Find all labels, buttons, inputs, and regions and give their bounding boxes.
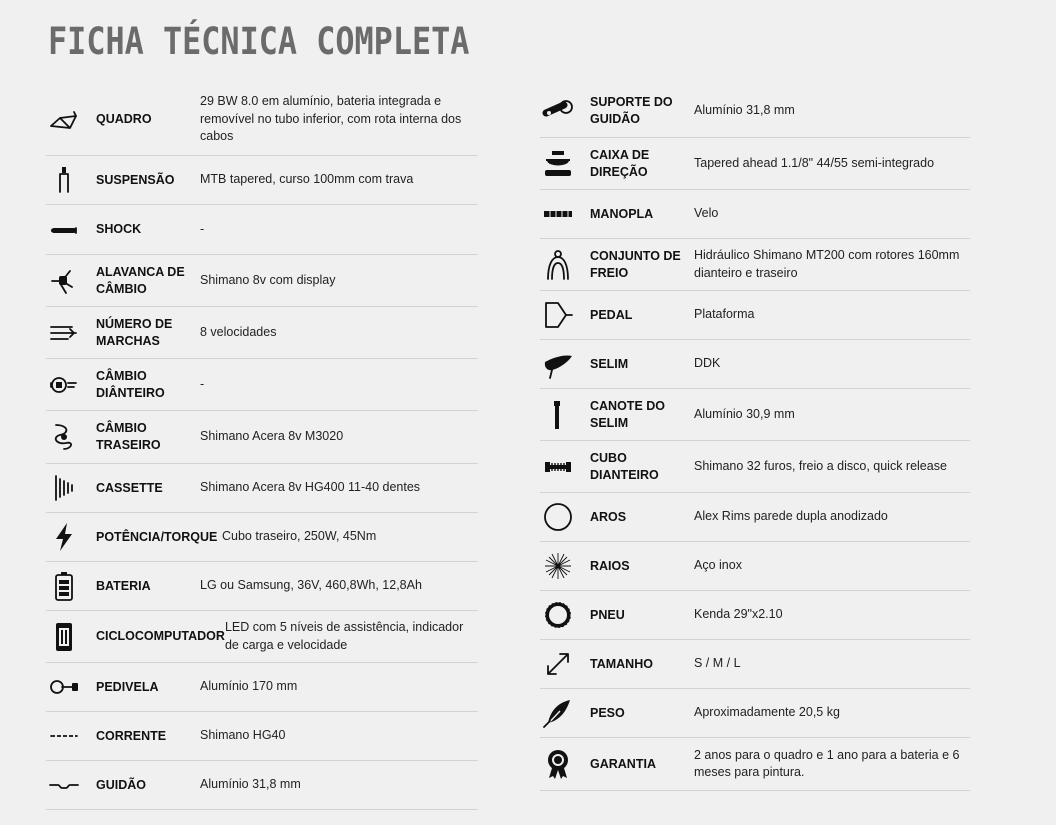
- spec-label: CICLOCOMPUTADOR: [96, 629, 225, 643]
- spec-row-corrente: [46, 712, 478, 761]
- spec-label: PESO: [590, 705, 625, 720]
- spec-value: Alumínio 31,8 mm: [694, 102, 795, 117]
- spec-value: LG ou Samsung, 36V, 460,8Wh, 12,8Ah: [200, 578, 422, 593]
- pedal-icon: [540, 297, 576, 333]
- spec-row-potencia: [46, 513, 478, 562]
- spec-label: CUBO DIANTEIRO: [590, 450, 659, 482]
- spec-label: ALAVANCA DE CÂMBIO: [96, 264, 185, 296]
- crank-icon: [46, 669, 82, 705]
- spec-value: LED com 5 níveis de assistência, indicador de carga e velocidade: [224, 620, 464, 652]
- spec-label: TAMANHO: [590, 656, 653, 671]
- spec-row-cambio-traseiro: [46, 411, 478, 464]
- spec-row-ciclocomputador: [46, 611, 478, 663]
- battery-icon: [46, 568, 82, 604]
- spec-row-suporte: [540, 84, 970, 138]
- spec-label: QUADRO: [96, 112, 152, 126]
- spec-row-pedivela: [46, 663, 478, 712]
- spec-label: SUSPENSÃO: [96, 172, 175, 187]
- spec-row-pedal: [540, 291, 970, 340]
- feather-icon: [540, 695, 576, 731]
- spec-label: CAIXA DE DIREÇÃO: [590, 147, 650, 179]
- tire-icon: [540, 597, 576, 633]
- spec-label: PEDIVELA: [96, 679, 159, 694]
- headset-icon: [540, 146, 576, 182]
- spec-label: SUPORTE DO GUIDÃO: [590, 94, 673, 126]
- spec-row-guidao: [46, 761, 478, 810]
- spec-value: Alumínio 31,8 mm: [200, 777, 301, 792]
- warranty-badge-icon: [540, 746, 576, 782]
- spec-column-left: [46, 84, 478, 810]
- spec-row-freio: [540, 239, 970, 291]
- spec-row-cubo: [540, 441, 970, 493]
- page-title: FICHA TÉCNICA COMPLETA: [48, 20, 470, 63]
- spec-value: S / M / L: [694, 656, 741, 671]
- spec-value: Cubo traseiro, 250W, 45Nm: [222, 529, 377, 544]
- spec-value: 8 velocidades: [200, 324, 277, 339]
- spec-value: -: [200, 376, 205, 391]
- spec-label: MANOPLA: [590, 206, 654, 221]
- frame-icon: [46, 102, 82, 138]
- display-icon: [46, 619, 82, 655]
- shock-icon: [46, 212, 82, 248]
- spec-label: AROS: [590, 509, 627, 524]
- hub-icon: [540, 449, 576, 485]
- spec-row-garantia: [540, 738, 970, 791]
- spec-value: Hidráulico Shimano MT200 com rotores 160mm dianteiro e traseiro: [694, 248, 960, 280]
- spec-value: -: [200, 221, 205, 236]
- spec-label: SELIM: [590, 356, 629, 371]
- spec-label: POTÊNCIA/TORQUE: [96, 529, 218, 544]
- spec-row-marchas: [46, 307, 478, 359]
- spec-label: SHOCK: [96, 222, 142, 236]
- brake-icon: [540, 247, 576, 283]
- spec-row-cassette: [46, 464, 478, 513]
- spec-value: Tapered ahead 1.1/8" 44/55 semi-integrado: [694, 155, 935, 170]
- resize-icon: [540, 646, 576, 682]
- chain-icon: [46, 718, 82, 754]
- spec-label: NÚMERO DE MARCHAS: [96, 316, 173, 348]
- spec-row-manopla: [540, 190, 970, 239]
- spec-row-raios: [540, 542, 970, 591]
- shifter-icon: [46, 263, 82, 299]
- spec-label: BATERIA: [96, 578, 151, 593]
- cassette-icon: [46, 470, 82, 506]
- spec-label: CÂMBIO DIÂNTEIRO: [96, 368, 165, 400]
- spec-value: Alumínio 30,9 mm: [694, 406, 795, 421]
- spec-label: PEDAL: [590, 307, 633, 322]
- spec-value: Shimano Acera 8v M3020: [200, 429, 344, 444]
- spec-value: Velo: [694, 206, 719, 221]
- spec-label: CANOTE DO SELIM: [590, 398, 665, 430]
- spec-value: Plataforma: [694, 307, 755, 322]
- spec-row-aros: [540, 493, 970, 542]
- spec-row-tamanho: [540, 640, 970, 689]
- spec-value: Alex Rims parede dupla anodizado: [694, 509, 888, 524]
- grip-icon: [540, 196, 576, 232]
- saddle-icon: [540, 346, 576, 382]
- spec-value: Shimano 32 furos, freio a disco, quick release: [694, 458, 947, 473]
- spec-value: 29 BW 8.0 em alumínio, bateria integrada e removível no tubo inferior, com rota interna dos cabos: [200, 94, 462, 144]
- spec-value: Alumínio 170 mm: [200, 679, 298, 694]
- spec-label: RAIOS: [590, 558, 630, 573]
- lightning-icon: [46, 519, 82, 555]
- front-derailleur-icon: [46, 367, 82, 403]
- rear-derailleur-icon: [46, 419, 82, 455]
- stem-icon: [540, 93, 576, 129]
- spec-label: GARANTIA: [590, 756, 656, 771]
- spec-value: Shimano 8v com display: [200, 272, 336, 287]
- spec-row-suspensao: [46, 156, 478, 205]
- spec-value: Shimano Acera 8v HG400 11-40 dentes: [200, 480, 421, 495]
- spec-row-shock: [46, 205, 478, 255]
- spec-label: PNEU: [590, 607, 625, 622]
- spec-row-alavanca: [46, 255, 478, 307]
- spec-value: Aço inox: [694, 558, 742, 573]
- spec-value: Kenda 29"x2.10: [694, 607, 783, 622]
- spec-row-quadro: [46, 84, 478, 156]
- handlebar-icon: [46, 767, 82, 803]
- gears-icon: [46, 315, 82, 351]
- spec-value: 2 anos para o quadro e 1 ano para a bateria e 6 meses para pintura.: [694, 747, 960, 779]
- spec-value: Shimano HG40: [200, 728, 286, 743]
- spec-value: DDK: [694, 356, 721, 371]
- spec-value: MTB tapered, curso 100mm com trava: [200, 172, 414, 187]
- spec-label: CASSETTE: [96, 480, 163, 495]
- spec-label: CONJUNTO DE FREIO: [590, 248, 681, 280]
- spokes-icon: [540, 548, 576, 584]
- spec-label: GUIDÃO: [96, 777, 146, 792]
- spec-label: CÂMBIO TRASEIRO: [96, 421, 161, 452]
- spec-row-peso: [540, 689, 970, 738]
- fork-icon: [46, 162, 82, 198]
- spec-row-canote: [540, 389, 970, 441]
- spec-row-caixa: [540, 138, 970, 190]
- spec-row-bateria: [46, 562, 478, 611]
- spec-row-cambio-dianteiro: [46, 359, 478, 411]
- spec-row-selim: [540, 340, 970, 389]
- seatpost-icon: [540, 397, 576, 433]
- spec-label: CORRENTE: [96, 728, 167, 743]
- rim-icon: [540, 499, 576, 535]
- spec-row-pneu: [540, 591, 970, 640]
- spec-column-right: [540, 84, 970, 791]
- spec-value: Aproximadamente 20,5 kg: [694, 705, 840, 720]
